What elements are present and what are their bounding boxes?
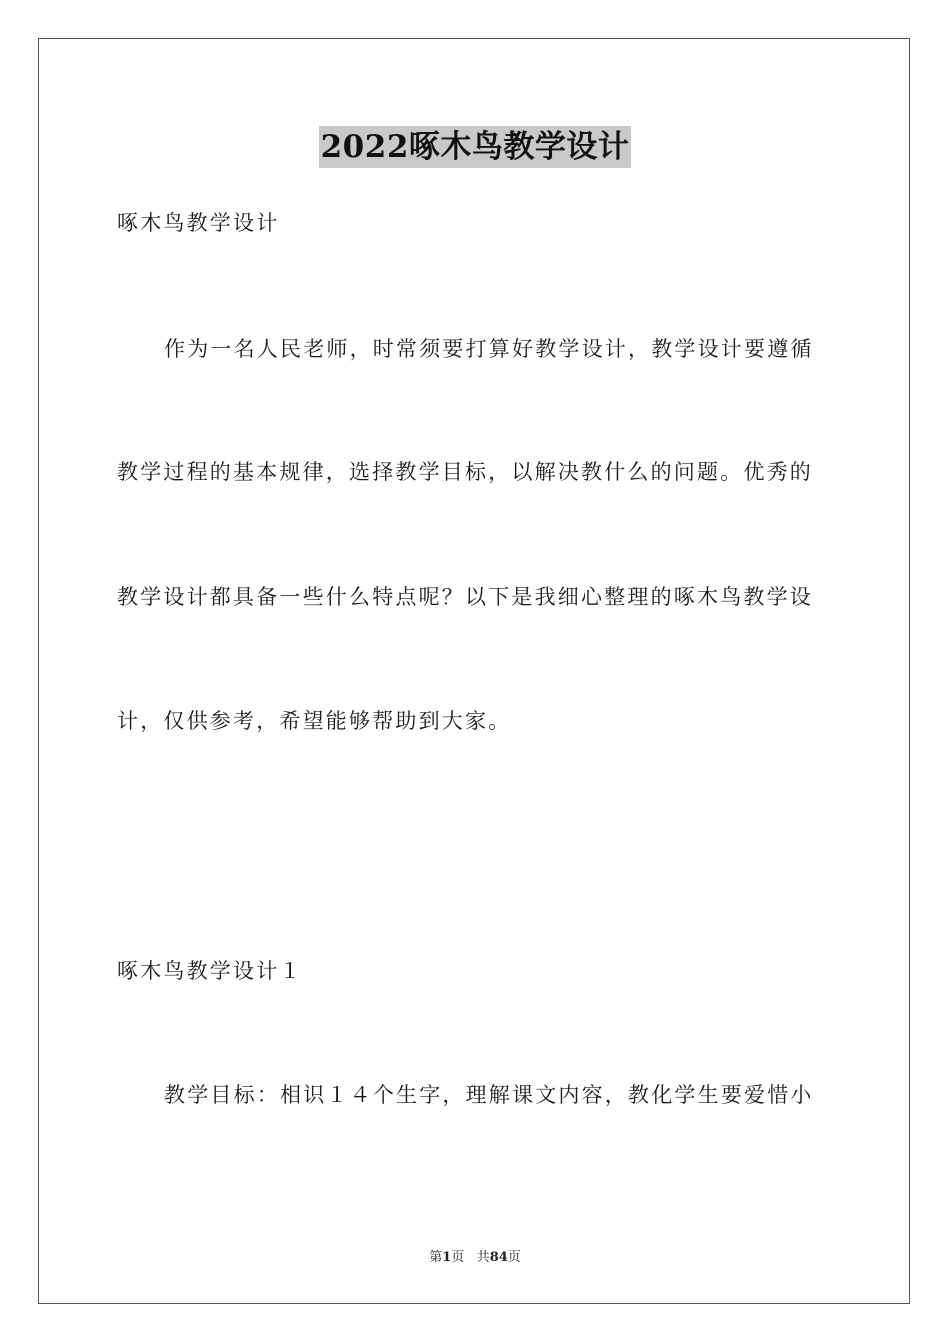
intro-paragraph-line: 作为一名人民老师，时常须要打算好教学设计，教学设计要遵循 — [164, 337, 814, 361]
section-paragraph-line: 教学目标：相识１４个生字，理解课文内容，教化学生要爱惜小 — [164, 1083, 814, 1107]
intro-paragraph-line: 教学过程的基本规律，选择教学目标，以解决教什么的问题。优秀的 — [117, 460, 813, 484]
subtitle: 啄木鸟教学设计 — [117, 211, 280, 235]
footer-total-pages: 84 — [489, 1250, 508, 1265]
intro-paragraph-line: 教学设计都具备一些什么特点呢？以下是我细心整理的啄木鸟教学设 — [117, 585, 813, 609]
page-footer — [0, 1246, 950, 1265]
footer-total-suffix: 页 — [507, 1250, 521, 1265]
footer-page-number: 1 — [442, 1250, 452, 1265]
footer-page-prefix: 第 — [429, 1250, 443, 1265]
section-heading: 啄木鸟教学设计１ — [117, 959, 303, 983]
document-title — [0, 126, 950, 168]
footer-page-suffix: 页 — [451, 1250, 465, 1265]
document-title-text: 2022啄木鸟教学设计 — [319, 126, 632, 168]
footer-total-prefix: 共 — [476, 1250, 490, 1265]
intro-paragraph-line: 计，仅供参考，希望能够帮助到大家。 — [117, 709, 512, 733]
